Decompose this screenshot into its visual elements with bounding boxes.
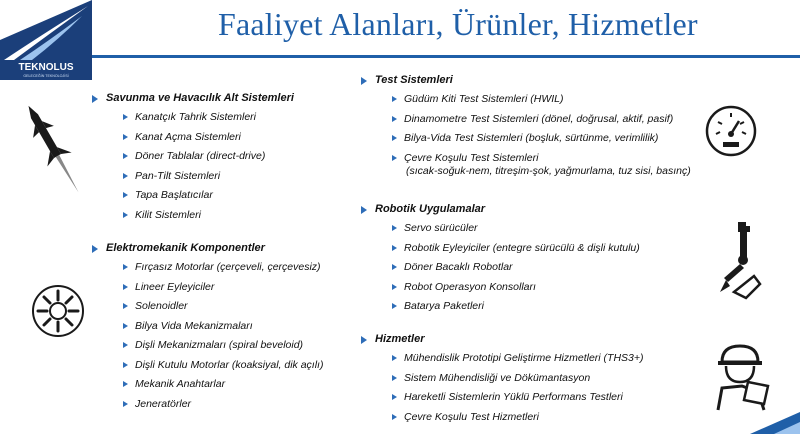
- list-item: Döner Bacaklı Robotlar: [392, 261, 640, 281]
- list-item: Batarya Paketleri: [392, 300, 640, 320]
- gauge-icon: [704, 104, 758, 158]
- list-item: Çevre Koşulu Test Hizmetleri: [392, 411, 644, 431]
- list-item: Sistem Mühendisliği ve Dökümantasyon: [392, 372, 644, 392]
- list-item: Güdüm Kiti Test Sistemleri (HWIL): [392, 93, 691, 113]
- list-item: Bilya Vida Mekanizmaları: [123, 320, 323, 340]
- list-item: Robot Operasyon Konsolları: [392, 281, 640, 301]
- list-item: Mühendislik Prototipi Geliştirme Hizmetleri (THS3+): [392, 352, 644, 372]
- brand-tagline: GELECEĞİN TEKNOLOJİSİ: [23, 74, 69, 78]
- list-item: Kilit Sistemleri: [123, 209, 294, 229]
- section-robotics: [361, 200, 640, 320]
- list-item: Kanatçık Tahrik Sistemleri: [123, 111, 294, 131]
- list-item: Hareketli Sistemlerin Yüklü Performans Testleri: [392, 391, 644, 411]
- missile-icon: [22, 95, 86, 205]
- page-title: Faaliyet Alanları, Ürünler, Hizmetler: [218, 6, 698, 42]
- list-item: Dişli Kutulu Motorlar (koaksiyal, dik açılı): [123, 359, 323, 379]
- corner-decoration: [730, 412, 800, 434]
- section-services: [361, 330, 644, 430]
- engineer-icon: [712, 342, 772, 412]
- list-item: Fırçasız Motorlar (çerçeveli, çerçevesiz): [123, 261, 323, 281]
- section-heading: Test Sistemleri: [361, 71, 691, 90]
- list-item: Tapa Başlatıcılar: [123, 189, 294, 209]
- section-heading: Robotik Uygulamalar: [361, 200, 640, 219]
- brand-name: TEKNOLUS: [18, 62, 74, 73]
- section-electromechanical: [92, 239, 323, 417]
- section-test-systems: [361, 71, 691, 180]
- list-item: Dişli Mekanizmaları (spiral beveloid): [123, 339, 323, 359]
- motor-stator-icon: [30, 283, 86, 339]
- section-heading: Elektromekanik Komponentler: [92, 239, 323, 258]
- list-item: Pan-Tilt Sistemleri: [123, 170, 294, 190]
- section-heading: Hizmetler: [361, 330, 644, 349]
- list-item: Mekanik Anahtarlar: [123, 378, 323, 398]
- list-item: Robotik Eyleyiciler (entegre sürücülü & dişli kutulu): [392, 242, 640, 262]
- list-item: Bilya-Vida Test Sistemleri (boşluk, sürtünme, verimlilik): [392, 132, 691, 152]
- list-item: Jeneratörler: [123, 398, 323, 418]
- list-item: Servo sürücüler: [392, 222, 640, 242]
- list-item: Dinamometre Test Sistemleri (dönel, doğrusal, aktif, pasif): [392, 113, 691, 133]
- section-heading: Savunma ve Havacılık Alt Sistemleri: [92, 89, 294, 108]
- list-item: Çevre Koşulu Test Sistemleri (sıcak-soğuk-nem, titreşim-şok, yağmurlama, tuz sisi, basınç): [392, 152, 691, 180]
- teknolus-logo: [0, 0, 92, 80]
- list-item: Lineer Eyleyiciler: [123, 281, 323, 301]
- list-item: Döner Tablalar (direct-drive): [123, 150, 294, 170]
- list-item: Solenoidler: [123, 300, 323, 320]
- list-item: Kanat Açma Sistemleri: [123, 131, 294, 151]
- section-defense: [92, 89, 294, 228]
- title-divider: [92, 55, 800, 58]
- robot-arm-icon: [716, 220, 772, 302]
